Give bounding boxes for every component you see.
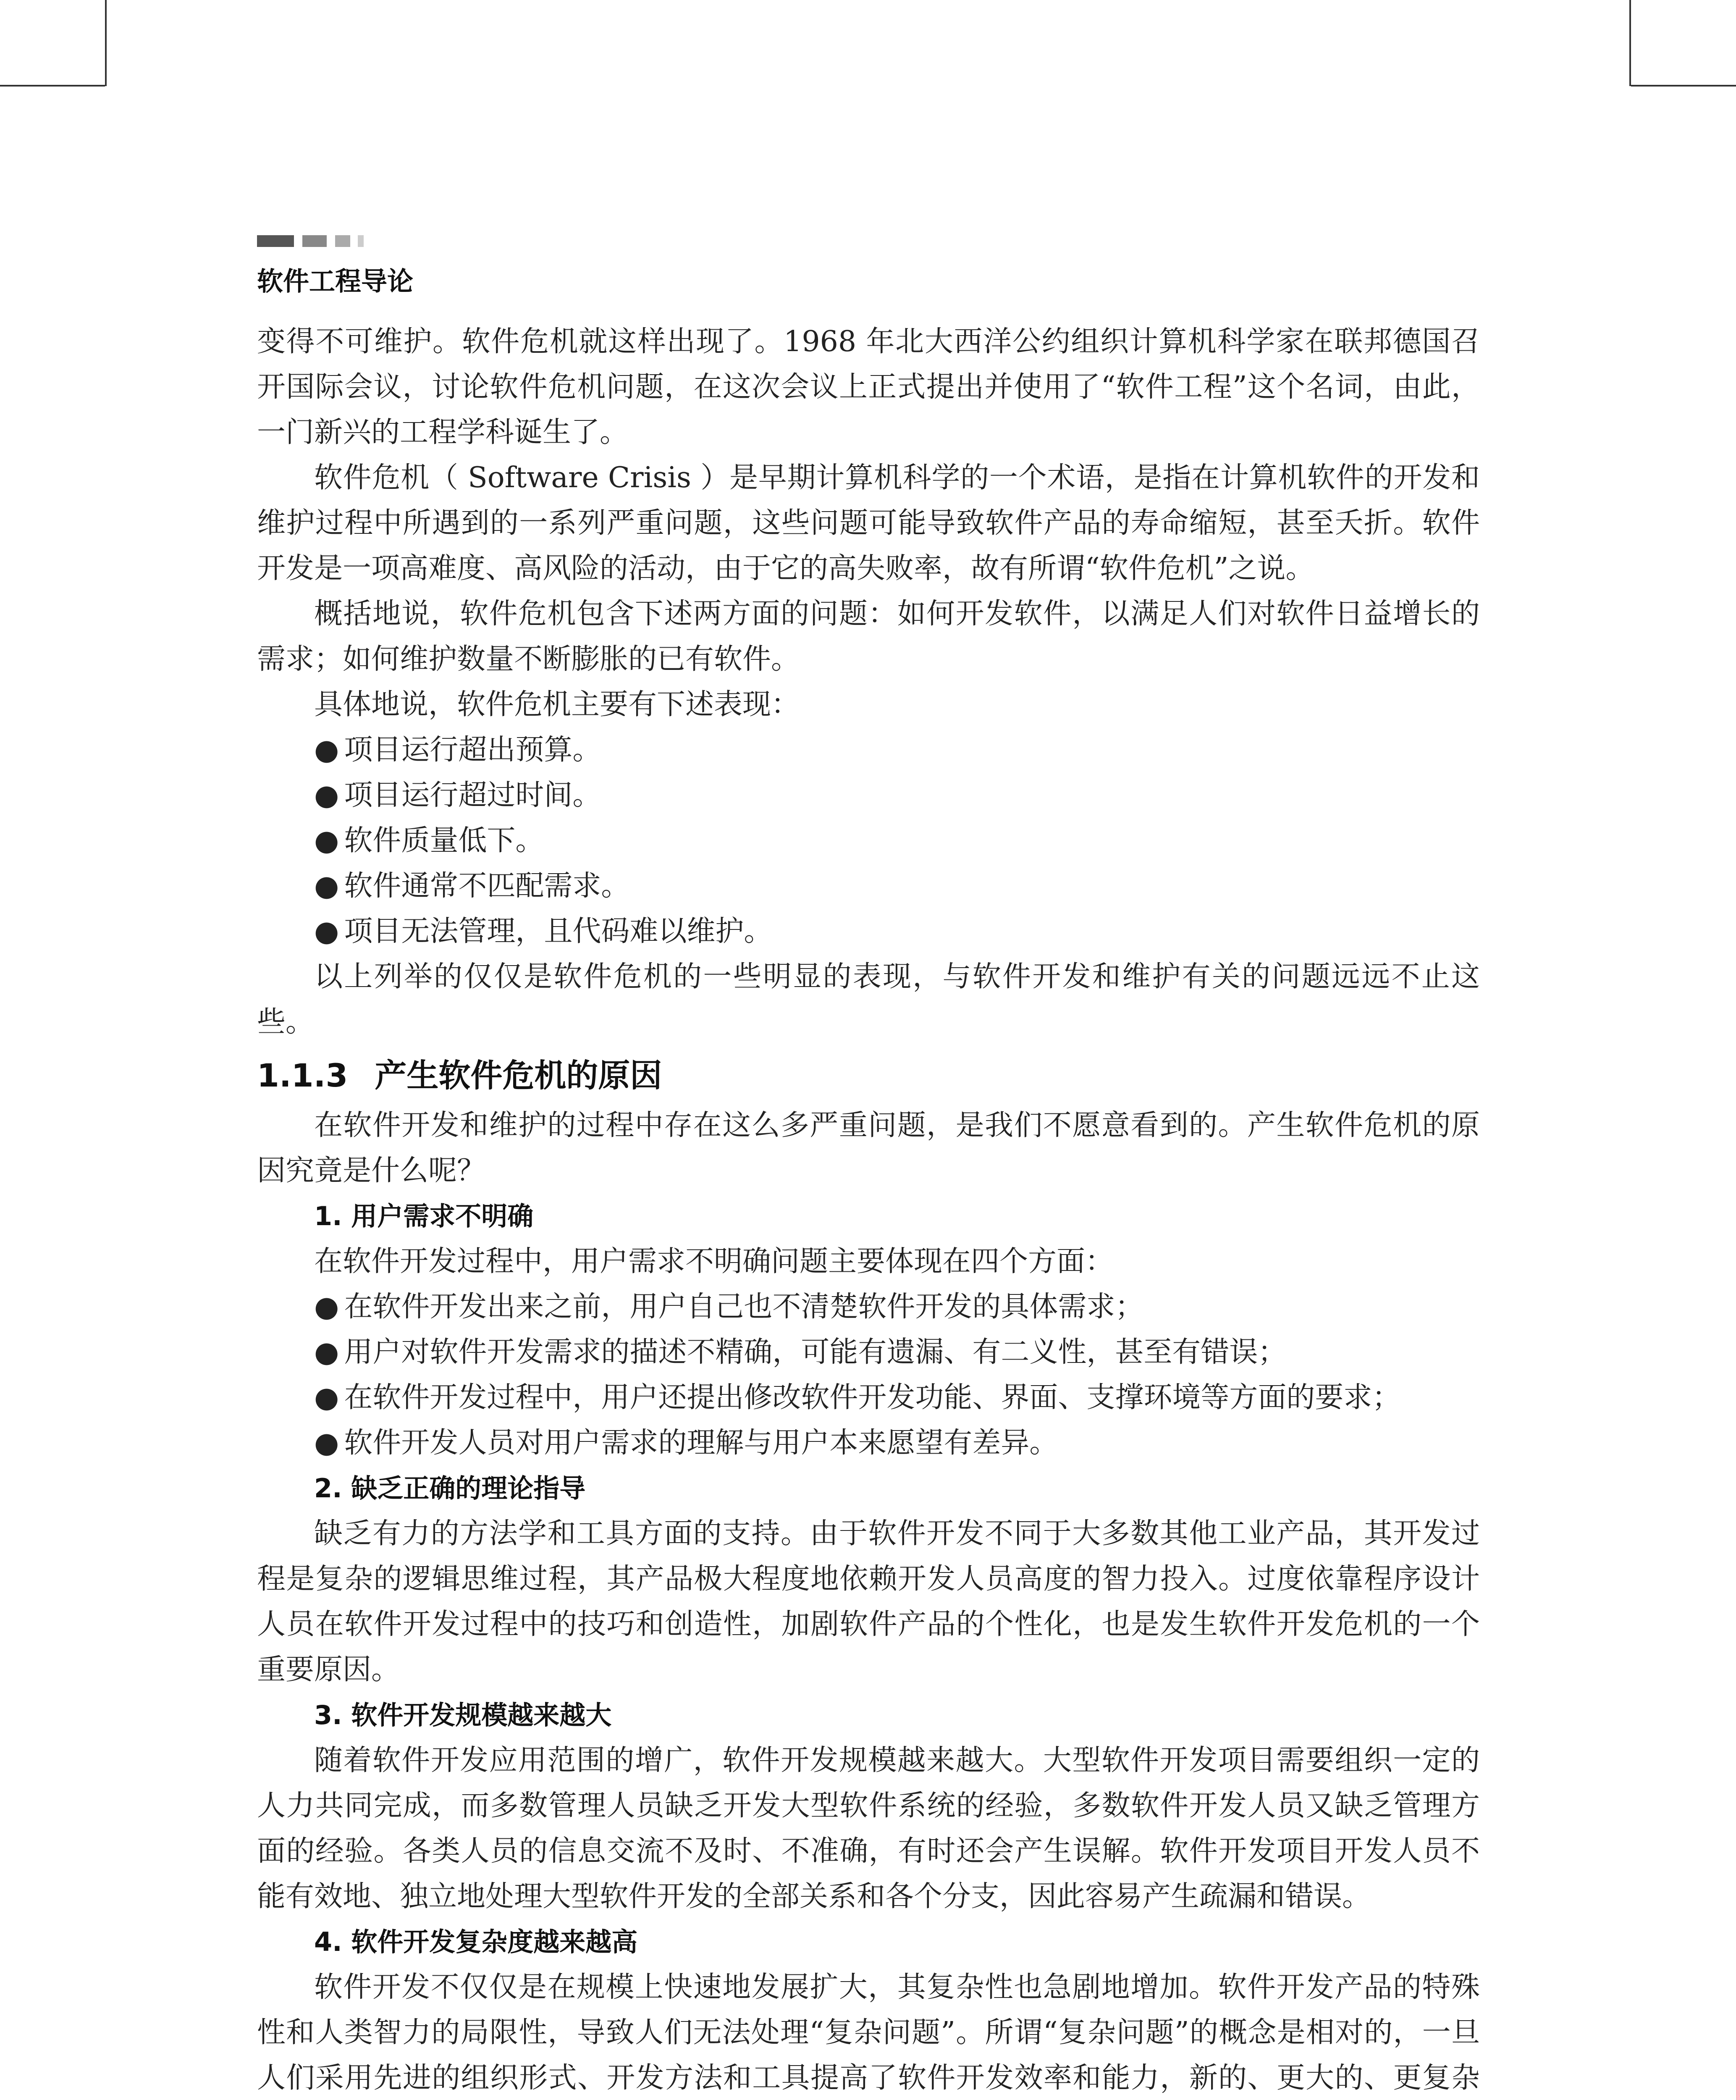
- list-item: ● 软件质量低下。: [314, 824, 544, 857]
- definition-paragraph: 软件危机（ Software Crisis ）是早期计算机科学的一个术语，是指在计算机软件的开发和维护过程中所遇到的一系列严重问题，这些问题可能导致软件产品的寿命缩短，甚至夭折。软件开发是一项高难度、高风险的活动，由于它的高失败率，故有所谓“软件危机”之说。: [257, 461, 1480, 585]
- cause4-heading: 4. 软件开发复杂度越来越高: [314, 1927, 638, 1957]
- header-deco-bar-4: [358, 235, 364, 247]
- header-deco-bar-2: [302, 235, 327, 247]
- list-item: ● 项目运行超出预算。: [314, 733, 601, 766]
- crop-mark-top-right-h: [1631, 85, 1736, 87]
- bullet-icon: ●: [314, 1381, 339, 1414]
- symptoms-intro: 具体地说，软件危机主要有下述表现：: [314, 688, 800, 721]
- cause3-heading: 3. 软件开发规模越来越大: [314, 1700, 612, 1730]
- bullet-icon: ●: [314, 779, 339, 812]
- cause1-intro: 在软件开发过程中，用户需求不明确问题主要体现在四个方面：: [314, 1245, 1114, 1278]
- symptoms-list: [257, 727, 1480, 954]
- intro-continuation: 变得不可维护。软件危机就这样出现了。1968 年北大西洋公约组织计算机科学家在联邦德国召开国际会议，讨论软件危机问题，在这次会议上正式提出并使用了“软件工程”这个名词，由此，一门新兴的工程学科诞生了。: [257, 325, 1480, 449]
- cause2-text: 缺乏有力的方法学和工具方面的支持。由于软件开发不同于大多数其他工业产品，其开发过程是复杂的逻辑思维过程，其产品极大程度地依赖开发人员高度的智力投入。过度依靠程序设计人员在软件开发过程中的技巧和创造性，加剧软件产品的个性化，也是发生软件开发危机的一个重要原因。: [257, 1517, 1480, 1686]
- bullet-icon: ●: [314, 1426, 339, 1460]
- page-content: [257, 319, 1480, 2100]
- crop-mark-top-left-h: [0, 85, 105, 87]
- crop-mark-top-right-v: [1629, 0, 1631, 86]
- cause1-list: [257, 1284, 1480, 1466]
- list-item: ● 在软件开发出来之前，用户自己也不清楚软件开发的具体需求；: [314, 1290, 1144, 1323]
- list-item: ● 在软件开发过程中，用户还提出修改软件开发功能、界面、支撑环境等方面的要求；: [314, 1381, 1401, 1414]
- bullet-icon: ●: [314, 824, 339, 857]
- cause2-heading: 2. 缺乏正确的理论指导: [314, 1473, 586, 1504]
- list-item: ● 软件开发人员对用户需求的理解与用户本来愿望有差异。: [314, 1426, 1058, 1460]
- bullet-icon: ●: [314, 869, 339, 903]
- symptoms-outro: 以上列举的仅仅是软件危机的一些明显的表现，与软件开发和维护有关的问题远远不止这些。: [257, 960, 1480, 1039]
- list-item: ● 用户对软件开发需求的描述不精确，可能有遗漏、有二义性，甚至有错误；: [314, 1336, 1287, 1369]
- cause1-heading: 1. 用户需求不明确: [314, 1201, 534, 1231]
- bullet-icon: ●: [314, 733, 339, 766]
- bullet-icon: ●: [314, 915, 339, 948]
- summary-paragraph: 概括地说，软件危机包含下述两方面的问题：如何开发软件，以满足人们对软件日益增长的需求；如何维护数量不断膨胀的已有软件。: [257, 597, 1480, 676]
- section-title: 产生软件危机的原因: [375, 1057, 662, 1094]
- cause4-text: 软件开发不仅仅是在规模上快速地发展扩大，其复杂性也急剧地增加。软件开发产品的特殊性和人类智力的局限性，导致人们无法处理“复杂问题”。所谓“复杂问题”的概念是相对的，一旦人们采用先进的组织形式、开发方法和工具提高了软件开发效率和能力，新的、更大的、更复杂: [257, 1971, 1480, 2095]
- cause3-text: 随着软件开发应用范围的增广，软件开发规模越来越大。大型软件开发项目需要组织一定的人力共同完成，而多数管理人员缺乏开发大型软件系统的经验，多数软件开发人员又缺乏管理方面的经验。各类人员的信息交流不及时、不准确，有时还会产生误解。软件开发项目开发人员不能有效地、独立地处理大型软件开发的全部关系和各个分支，因此容易产生疏漏和错误。: [257, 1744, 1480, 1913]
- list-item: ● 软件通常不匹配需求。: [314, 869, 630, 903]
- crop-mark-top-left-v: [105, 0, 107, 86]
- list-item: ● 项目运行超过时间。: [314, 779, 601, 812]
- header-deco-bar-3: [335, 235, 350, 247]
- section-number: 1.1.3: [257, 1057, 348, 1094]
- list-item: ● 项目无法管理，且代码难以维护。: [314, 915, 773, 948]
- section-intro: 在软件开发和维护的过程中存在这么多严重问题，是我们不愿意看到的。产生软件危机的原因究竟是什么呢？: [257, 1109, 1480, 1187]
- bullet-icon: ●: [314, 1290, 339, 1323]
- header-deco-bar-1: [257, 235, 294, 247]
- bullet-icon: ●: [314, 1336, 339, 1369]
- book-title: 软件工程导论: [257, 266, 414, 297]
- section-heading: [257, 1048, 1480, 1103]
